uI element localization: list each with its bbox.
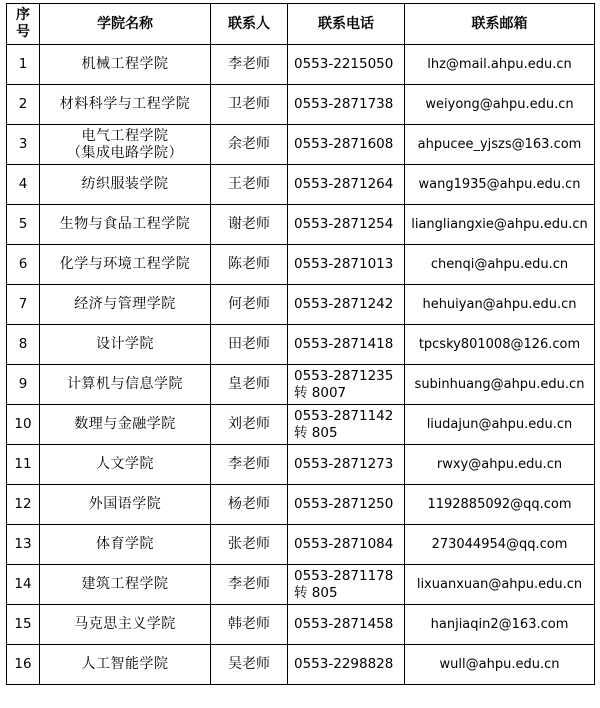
college-name-cell <box>40 125 211 165</box>
email-address: wull@ahpu.edu.cn <box>405 645 595 685</box>
header-email: 联系邮箱 <box>405 4 595 45</box>
email-address: tpcsky801008@126.com <box>405 325 595 365</box>
phone-number: 0553-2298828 <box>294 656 394 672</box>
table-body <box>7 45 595 685</box>
contact-person: 陈老师 <box>211 245 288 285</box>
email-address: 1192885092@qq.com <box>405 485 595 525</box>
phone-cell <box>288 245 405 285</box>
phone-cell <box>288 285 405 325</box>
contact-person: 王老师 <box>211 165 288 205</box>
email-address: rwxy@ahpu.edu.cn <box>405 445 595 485</box>
email-address: lhz@mail.ahpu.edu.cn <box>405 45 595 85</box>
phone-cell <box>288 45 405 85</box>
contact-person: 吴老师 <box>211 645 288 685</box>
college-name-cell <box>40 45 211 85</box>
phone-number: 0553-2871458 <box>294 616 394 632</box>
phone-cell <box>288 525 405 565</box>
phone-number: 0553-2871738 <box>294 96 394 112</box>
table-row <box>7 325 595 365</box>
table-row <box>7 85 595 125</box>
phone-cell <box>288 645 405 685</box>
college-name-cell <box>40 365 211 405</box>
college-name: 生物与食品工程学院 <box>59 216 191 232</box>
table-row <box>7 125 595 165</box>
college-name-cell <box>40 85 211 125</box>
college-name-cell <box>40 325 211 365</box>
college-name: 体育学院 <box>96 536 154 552</box>
row-index: 5 <box>7 205 40 245</box>
phone-extension: 转 805 <box>294 584 338 601</box>
header-contact: 联系人 <box>211 4 288 45</box>
contact-person: 刘老师 <box>211 405 288 445</box>
table-row <box>7 165 595 205</box>
phone-number: 0553-2871178 <box>294 567 394 584</box>
phone-number: 0553-2871273 <box>294 456 394 472</box>
phone-cell <box>288 165 405 205</box>
row-index: 8 <box>7 325 40 365</box>
college-name-cell <box>40 485 211 525</box>
row-index: 10 <box>7 405 40 445</box>
contact-person: 李老师 <box>211 445 288 485</box>
phone-extension: 转 805 <box>294 424 338 441</box>
college-name: 人文学院 <box>96 456 154 472</box>
contact-person: 张老师 <box>211 525 288 565</box>
college-name: 计算机与信息学院 <box>67 376 183 392</box>
row-index: 1 <box>7 45 40 85</box>
phone-number: 0553-2871264 <box>294 176 394 192</box>
contact-person: 皇老师 <box>211 365 288 405</box>
college-name: 电气工程学院 <box>81 127 169 144</box>
college-name-cell <box>40 445 211 485</box>
contact-person: 谢老师 <box>211 205 288 245</box>
phone-number: 0553-2871418 <box>294 336 394 352</box>
row-index: 14 <box>7 565 40 605</box>
table-row <box>7 445 595 485</box>
email-address: liangliangxie@ahpu.edu.cn <box>405 205 595 245</box>
email-address: hehuiyan@ahpu.edu.cn <box>405 285 595 325</box>
row-index: 9 <box>7 365 40 405</box>
college-name-cell <box>40 605 211 645</box>
contact-person: 田老师 <box>211 325 288 365</box>
email-address: chenqi@ahpu.edu.cn <box>405 245 595 285</box>
row-index: 12 <box>7 485 40 525</box>
email-address: lixuanxuan@ahpu.edu.cn <box>405 565 595 605</box>
phone-number: 0553-2871142 <box>294 407 394 424</box>
table-header-row <box>7 4 595 45</box>
contact-person: 卫老师 <box>211 85 288 125</box>
email-address: hanjiaqin2@163.com <box>405 605 595 645</box>
phone-number: 0553-2871242 <box>294 296 394 312</box>
phone-number: 0553-2871250 <box>294 496 394 512</box>
college-name: 化学与环境工程学院 <box>59 256 191 272</box>
contact-person: 韩老师 <box>211 605 288 645</box>
phone-cell <box>288 565 405 605</box>
phone-number: 0553-2871254 <box>294 216 394 232</box>
college-name-cell <box>40 525 211 565</box>
phone-cell <box>288 325 405 365</box>
table-row <box>7 45 595 85</box>
table-row <box>7 405 595 445</box>
college-name-cell <box>40 565 211 605</box>
table-row <box>7 205 595 245</box>
college-name-line2: （集成电路学院） <box>67 144 183 161</box>
email-address: ahpucee_yjszs@163.com <box>405 125 595 165</box>
contact-person: 何老师 <box>211 285 288 325</box>
row-index: 3 <box>7 125 40 165</box>
phone-cell <box>288 485 405 525</box>
phone-number: 0553-2871013 <box>294 256 394 272</box>
email-address: subinhuang@ahpu.edu.cn <box>405 365 595 405</box>
phone-extension: 转 8007 <box>294 384 347 401</box>
college-name: 人工智能学院 <box>81 656 169 672</box>
header-index <box>7 4 40 45</box>
phone-cell <box>288 125 405 165</box>
college-name: 数理与金融学院 <box>74 416 176 432</box>
contact-person: 杨老师 <box>211 485 288 525</box>
row-index: 11 <box>7 445 40 485</box>
contact-person: 李老师 <box>211 565 288 605</box>
college-name: 外国语学院 <box>88 496 162 512</box>
college-name: 建筑工程学院 <box>81 576 169 592</box>
row-index: 4 <box>7 165 40 205</box>
college-name-cell <box>40 205 211 245</box>
table-row <box>7 565 595 605</box>
college-name: 经济与管理学院 <box>74 296 176 312</box>
row-index: 16 <box>7 645 40 685</box>
contact-table <box>6 3 595 685</box>
row-index: 7 <box>7 285 40 325</box>
header-college: 学院名称 <box>40 4 211 45</box>
phone-number: 0553-2871084 <box>294 536 394 552</box>
phone-cell <box>288 445 405 485</box>
contact-person: 李老师 <box>211 45 288 85</box>
row-index: 13 <box>7 525 40 565</box>
header-index-line1: 序 <box>16 7 30 23</box>
email-address: wang1935@ahpu.edu.cn <box>405 165 595 205</box>
email-address: weiyong@ahpu.edu.cn <box>405 85 595 125</box>
phone-cell <box>288 205 405 245</box>
college-name: 马克思主义学院 <box>74 616 176 632</box>
college-name: 机械工程学院 <box>81 56 169 72</box>
college-name-cell <box>40 645 211 685</box>
college-name-cell <box>40 245 211 285</box>
college-name-cell <box>40 285 211 325</box>
table-row <box>7 285 595 325</box>
college-name-cell <box>40 165 211 205</box>
college-name: 材料科学与工程学院 <box>59 96 191 112</box>
email-address: 273044954@qq.com <box>405 525 595 565</box>
phone-number: 0553-2871608 <box>294 136 394 152</box>
row-index: 2 <box>7 85 40 125</box>
college-name-cell <box>40 405 211 445</box>
header-phone: 联系电话 <box>288 4 405 45</box>
phone-cell <box>288 85 405 125</box>
table-row <box>7 645 595 685</box>
phone-number: 0553-2215050 <box>294 56 394 72</box>
table-row <box>7 365 595 405</box>
phone-cell <box>288 365 405 405</box>
contact-table-container <box>6 3 595 685</box>
row-index: 15 <box>7 605 40 645</box>
college-name: 纺织服装学院 <box>81 176 169 192</box>
row-index: 6 <box>7 245 40 285</box>
table-row <box>7 485 595 525</box>
table-row <box>7 605 595 645</box>
phone-number: 0553-2871235 <box>294 367 394 384</box>
phone-cell <box>288 405 405 445</box>
header-index-line2: 号 <box>16 24 30 40</box>
table-row <box>7 525 595 565</box>
phone-cell <box>288 605 405 645</box>
table-row <box>7 245 595 285</box>
contact-person: 余老师 <box>211 125 288 165</box>
college-name: 设计学院 <box>96 336 154 352</box>
email-address: liudajun@ahpu.edu.cn <box>405 405 595 445</box>
